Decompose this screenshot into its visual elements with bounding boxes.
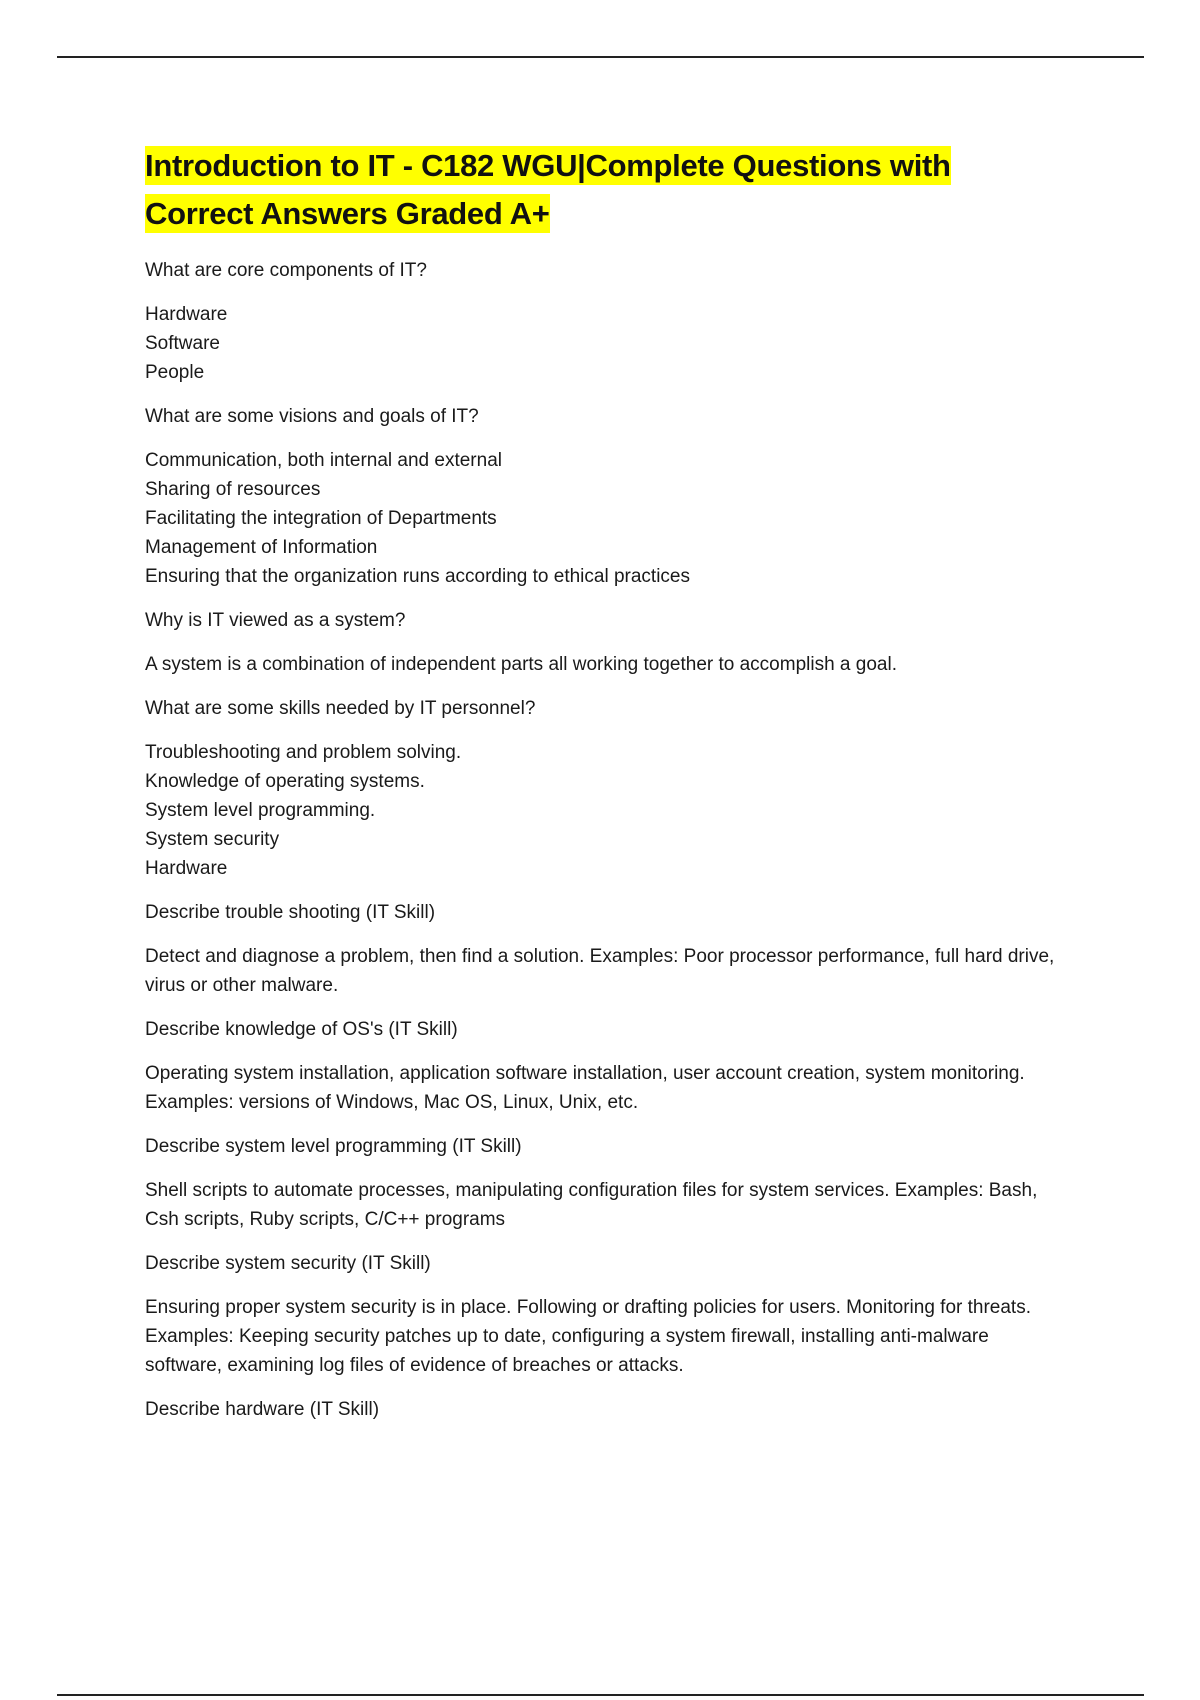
footer-rule xyxy=(57,1694,1144,1696)
answer-line: People xyxy=(145,362,205,383)
answer xyxy=(145,1059,1065,1117)
answer xyxy=(145,650,1065,679)
answer-line: Shell scripts to automate processes, manipulating configuration files for system services. Examples: Bash, Csh scripts, Ruby scripts, C/C++ programs xyxy=(145,1180,1038,1230)
answer-line: Detect and diagnose a problem, then find a solution. Examples: Poor processor performance, full hard drive, virus or other malware. xyxy=(145,946,1055,996)
answer-line: System security xyxy=(145,829,280,850)
answer-line: Ensuring that the organization runs according to ethical practices xyxy=(145,566,690,587)
answer-line: Knowledge of operating systems. xyxy=(145,771,425,792)
answer-line: Ensuring proper system security is in place. Following or drafting policies for users. Monitoring for threats. Examples: Keeping security patches up to date, configuring a system firewall, installing anti-malware software, examining log files of evidence of breaches or attacks. xyxy=(145,1297,1031,1376)
answer xyxy=(145,446,1065,591)
question: Describe hardware (IT Skill) xyxy=(145,1399,380,1420)
question: Describe system level programming (IT Skill) xyxy=(145,1136,522,1157)
question: Describe knowledge of OS's (IT Skill) xyxy=(145,1019,458,1040)
header-rule xyxy=(57,56,1144,58)
question: What are some visions and goals of IT? xyxy=(145,406,479,427)
answer-line: Hardware xyxy=(145,858,228,879)
answer-line: Sharing of resources xyxy=(145,479,321,500)
qa-list xyxy=(145,256,1065,1424)
document-title xyxy=(145,142,1065,238)
answer-line: Management of Information xyxy=(145,537,378,558)
answer xyxy=(145,738,1065,883)
answer xyxy=(145,942,1065,1000)
answer-line: Hardware xyxy=(145,304,228,325)
answer-line: A system is a combination of independent parts all working together to accomplish a goal. xyxy=(145,654,897,675)
answer-line: Software xyxy=(145,333,220,354)
answer-line: Operating system installation, application software installation, user account creation, system monitoring. Examples: versions of Windows, Mac OS, Linux, Unix, etc. xyxy=(145,1063,1025,1113)
question: Describe system security (IT Skill) xyxy=(145,1253,431,1274)
answer xyxy=(145,1176,1065,1234)
document-title-text: Introduction to IT - C182 WGU|Complete Questions with Correct Answers Graded A+ xyxy=(145,148,951,231)
question: Why is IT viewed as a system? xyxy=(145,610,406,631)
answer xyxy=(145,1293,1065,1380)
question: What are core components of IT? xyxy=(145,260,427,281)
question: Describe trouble shooting (IT Skill) xyxy=(145,902,436,923)
answer-line: System level programming. xyxy=(145,800,376,821)
answer-line: Communication, both internal and external xyxy=(145,450,502,471)
answer xyxy=(145,300,1065,387)
document-body xyxy=(145,142,1065,1439)
question: What are some skills needed by IT personnel? xyxy=(145,698,536,719)
answer-line: Facilitating the integration of Departments xyxy=(145,508,497,529)
answer-line: Troubleshooting and problem solving. xyxy=(145,742,462,763)
